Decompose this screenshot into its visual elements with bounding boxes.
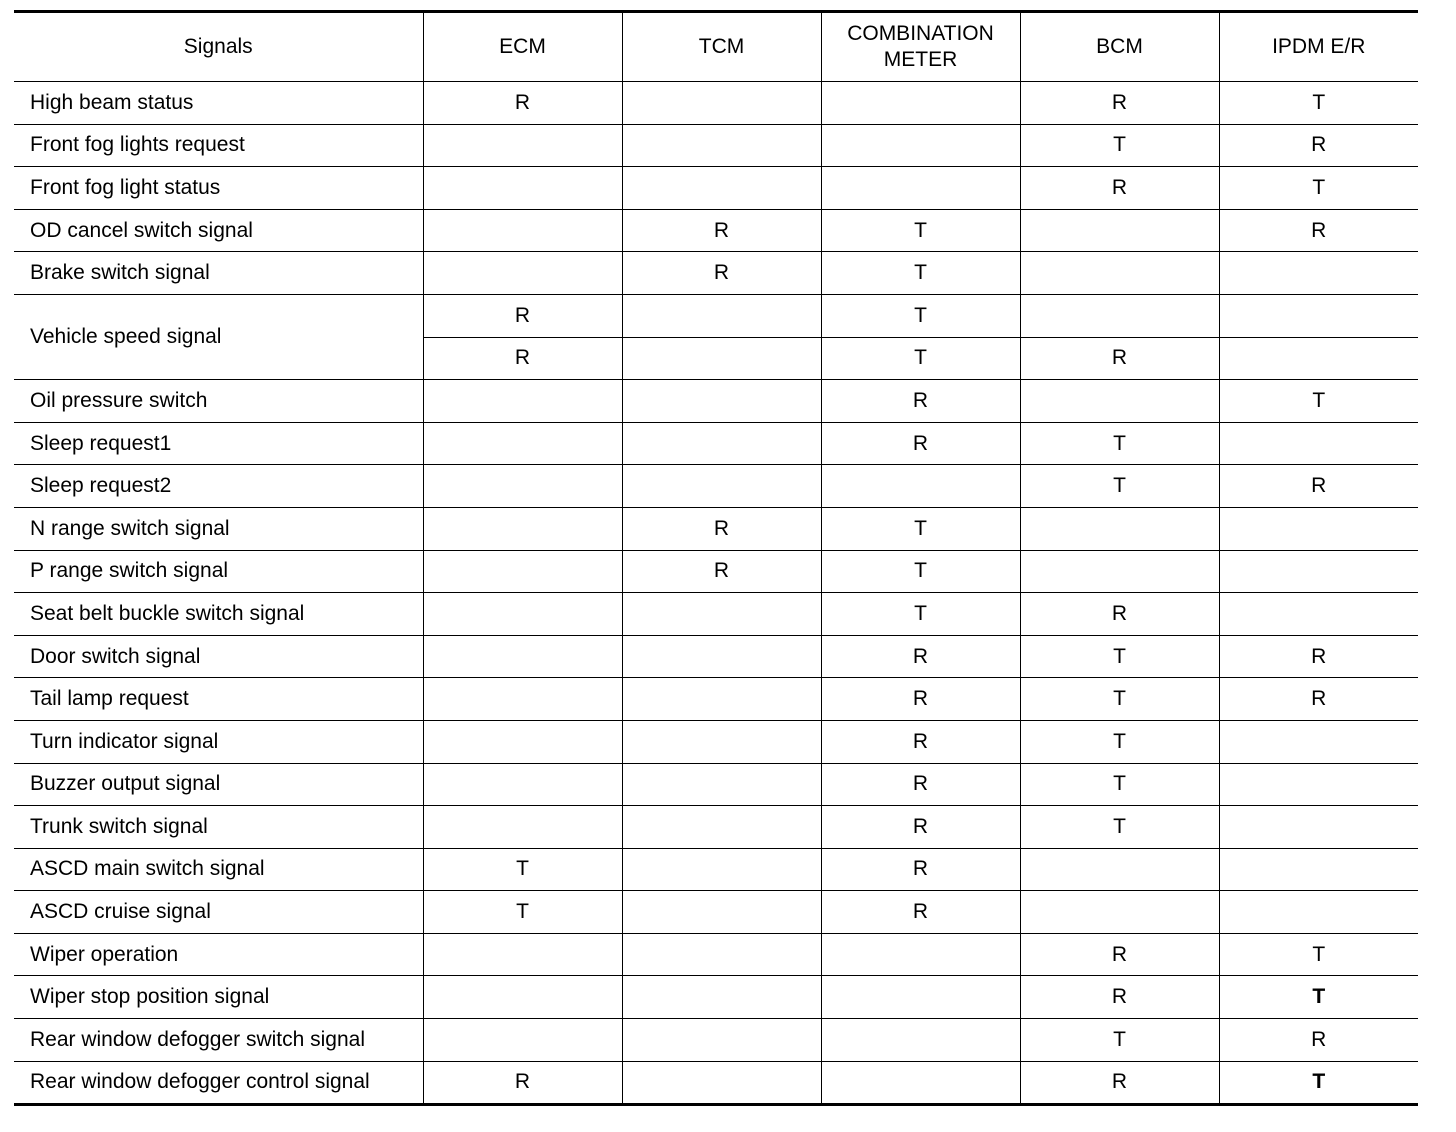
cell-tcm [622, 337, 821, 380]
cell-ecm [423, 720, 622, 763]
cell-ecm [423, 209, 622, 252]
table-row [14, 976, 1418, 1019]
cell-ecm: T [423, 891, 622, 934]
cell-ipdm: T [1219, 1061, 1418, 1105]
cell-meter [821, 1061, 1020, 1105]
signal-name-cell: Rear window defogger switch signal [14, 1019, 423, 1062]
cell-tcm [622, 720, 821, 763]
cell-ecm: R [423, 294, 622, 337]
signal-name-cell: Door switch signal [14, 635, 423, 678]
table-body [14, 82, 1418, 1105]
cell-meter: T [821, 593, 1020, 636]
table-row [14, 465, 1418, 508]
table-row [14, 82, 1418, 125]
cell-meter [821, 82, 1020, 125]
signal-name-cell: Trunk switch signal [14, 806, 423, 849]
table-row [14, 1019, 1418, 1062]
cell-bcm: R [1020, 82, 1219, 125]
cell-ipdm: R [1219, 465, 1418, 508]
cell-bcm: T [1020, 422, 1219, 465]
cell-ipdm: R [1219, 678, 1418, 721]
cell-tcm [622, 294, 821, 337]
signal-name-cell: Front fog light status [14, 167, 423, 210]
cell-tcm [622, 933, 821, 976]
cell-bcm: T [1020, 720, 1219, 763]
cell-meter [821, 976, 1020, 1019]
cell-tcm [622, 976, 821, 1019]
cell-tcm [622, 1019, 821, 1062]
cell-meter: R [821, 891, 1020, 934]
cell-ipdm: R [1219, 209, 1418, 252]
cell-meter: T [821, 550, 1020, 593]
cell-ecm: T [423, 848, 622, 891]
cell-ipdm [1219, 848, 1418, 891]
cell-tcm [622, 465, 821, 508]
cell-bcm: T [1020, 635, 1219, 678]
cell-bcm [1020, 848, 1219, 891]
signal-name-cell: Turn indicator signal [14, 720, 423, 763]
cell-bcm: T [1020, 678, 1219, 721]
cell-ipdm [1219, 806, 1418, 849]
signal-name-cell: ASCD main switch signal [14, 848, 423, 891]
cell-bcm: T [1020, 763, 1219, 806]
cell-ecm [423, 763, 622, 806]
cell-tcm [622, 124, 821, 167]
signal-name-cell: High beam status [14, 82, 423, 125]
cell-meter: R [821, 678, 1020, 721]
cell-ipdm: T [1219, 167, 1418, 210]
cell-ipdm: T [1219, 380, 1418, 423]
table-row [14, 422, 1418, 465]
cell-meter: R [821, 720, 1020, 763]
cell-ipdm [1219, 720, 1418, 763]
signal-name-cell: Buzzer output signal [14, 763, 423, 806]
table-row [14, 124, 1418, 167]
table-row [14, 550, 1418, 593]
cell-tcm [622, 422, 821, 465]
cell-ecm [423, 1019, 622, 1062]
table-row [14, 720, 1418, 763]
cell-ipdm [1219, 252, 1418, 295]
cell-ecm [423, 933, 622, 976]
table-header [14, 12, 1418, 82]
table-row [14, 294, 1418, 337]
cell-ecm [423, 380, 622, 423]
cell-ipdm [1219, 593, 1418, 636]
cell-meter: R [821, 848, 1020, 891]
cell-tcm: R [622, 209, 821, 252]
cell-tcm: R [622, 252, 821, 295]
table-row [14, 848, 1418, 891]
table-row [14, 933, 1418, 976]
cell-meter: R [821, 635, 1020, 678]
cell-ecm [423, 252, 622, 295]
cell-ecm [423, 550, 622, 593]
cell-bcm: R [1020, 167, 1219, 210]
cell-ecm [423, 678, 622, 721]
cell-ipdm [1219, 891, 1418, 934]
cell-bcm [1020, 252, 1219, 295]
table-row [14, 252, 1418, 295]
signal-name-cell: P range switch signal [14, 550, 423, 593]
cell-bcm [1020, 380, 1219, 423]
signal-name-cell: Vehicle speed signal [14, 294, 423, 379]
cell-tcm [622, 678, 821, 721]
cell-bcm: T [1020, 1019, 1219, 1062]
table-row [14, 507, 1418, 550]
cell-meter [821, 124, 1020, 167]
signal-name-cell: Front fog lights request [14, 124, 423, 167]
cell-meter: R [821, 380, 1020, 423]
signal-name-cell: Wiper stop position signal [14, 976, 423, 1019]
cell-ipdm [1219, 550, 1418, 593]
cell-ipdm [1219, 422, 1418, 465]
cell-ecm [423, 465, 622, 508]
cell-ecm [423, 167, 622, 210]
header-ipdm-er: IPDM E/R [1219, 12, 1418, 82]
table-row [14, 1061, 1418, 1105]
signal-matrix-table [14, 10, 1418, 1106]
cell-ipdm [1219, 507, 1418, 550]
cell-bcm [1020, 550, 1219, 593]
cell-tcm: R [622, 507, 821, 550]
cell-tcm [622, 593, 821, 636]
table-row [14, 167, 1418, 210]
cell-ecm [423, 422, 622, 465]
cell-bcm: T [1020, 806, 1219, 849]
cell-meter: T [821, 507, 1020, 550]
table-row [14, 380, 1418, 423]
cell-tcm [622, 763, 821, 806]
table-row [14, 891, 1418, 934]
signal-name-cell: Seat belt buckle switch signal [14, 593, 423, 636]
header-signals: Signals [14, 12, 423, 82]
cell-meter: T [821, 337, 1020, 380]
cell-ipdm: R [1219, 635, 1418, 678]
signal-name-cell: ASCD cruise signal [14, 891, 423, 934]
cell-tcm [622, 1061, 821, 1105]
header-row [14, 12, 1418, 82]
cell-ecm [423, 635, 622, 678]
header-bcm: BCM [1020, 12, 1219, 82]
header-combination-meter: COMBINATION METER [821, 12, 1020, 82]
cell-ecm: R [423, 1061, 622, 1105]
cell-meter: R [821, 806, 1020, 849]
header-tcm: TCM [622, 12, 821, 82]
cell-bcm: R [1020, 1061, 1219, 1105]
cell-meter [821, 167, 1020, 210]
cell-ipdm: T [1219, 82, 1418, 125]
table-row [14, 806, 1418, 849]
table-row [14, 635, 1418, 678]
cell-ecm: R [423, 337, 622, 380]
cell-bcm [1020, 507, 1219, 550]
table-row [14, 763, 1418, 806]
cell-bcm [1020, 294, 1219, 337]
cell-ecm [423, 507, 622, 550]
signal-name-cell: Wiper operation [14, 933, 423, 976]
cell-ecm [423, 976, 622, 1019]
cell-bcm: T [1020, 124, 1219, 167]
header-ecm: ECM [423, 12, 622, 82]
cell-bcm [1020, 209, 1219, 252]
cell-meter: R [821, 422, 1020, 465]
cell-ecm: R [423, 82, 622, 125]
cell-ipdm [1219, 337, 1418, 380]
signal-name-cell: Oil pressure switch [14, 380, 423, 423]
cell-tcm [622, 82, 821, 125]
table-row [14, 209, 1418, 252]
cell-bcm: T [1020, 465, 1219, 508]
cell-bcm: R [1020, 933, 1219, 976]
cell-meter [821, 1019, 1020, 1062]
cell-bcm: R [1020, 337, 1219, 380]
cell-meter: T [821, 209, 1020, 252]
signal-name-cell: Rear window defogger control signal [14, 1061, 423, 1105]
cell-ipdm: R [1219, 124, 1418, 167]
cell-bcm: R [1020, 976, 1219, 1019]
signal-name-cell: Brake switch signal [14, 252, 423, 295]
cell-bcm: R [1020, 593, 1219, 636]
signal-name-cell: Sleep request1 [14, 422, 423, 465]
cell-ecm [423, 593, 622, 636]
cell-ipdm [1219, 763, 1418, 806]
cell-meter [821, 465, 1020, 508]
table-row [14, 678, 1418, 721]
cell-tcm [622, 635, 821, 678]
cell-tcm [622, 167, 821, 210]
cell-tcm [622, 891, 821, 934]
cell-ecm [423, 124, 622, 167]
signal-name-cell: Sleep request2 [14, 465, 423, 508]
signal-name-cell: OD cancel switch signal [14, 209, 423, 252]
cell-bcm [1020, 891, 1219, 934]
cell-ipdm: R [1219, 1019, 1418, 1062]
cell-tcm [622, 380, 821, 423]
signal-name-cell: Tail lamp request [14, 678, 423, 721]
cell-meter: R [821, 763, 1020, 806]
cell-meter: T [821, 252, 1020, 295]
cell-meter [821, 933, 1020, 976]
cell-ipdm [1219, 294, 1418, 337]
cell-tcm: R [622, 550, 821, 593]
cell-meter: T [821, 294, 1020, 337]
cell-tcm [622, 806, 821, 849]
table-row [14, 593, 1418, 636]
cell-tcm [622, 848, 821, 891]
cell-ecm [423, 806, 622, 849]
cell-ipdm: T [1219, 976, 1418, 1019]
signal-name-cell: N range switch signal [14, 507, 423, 550]
cell-ipdm: T [1219, 933, 1418, 976]
